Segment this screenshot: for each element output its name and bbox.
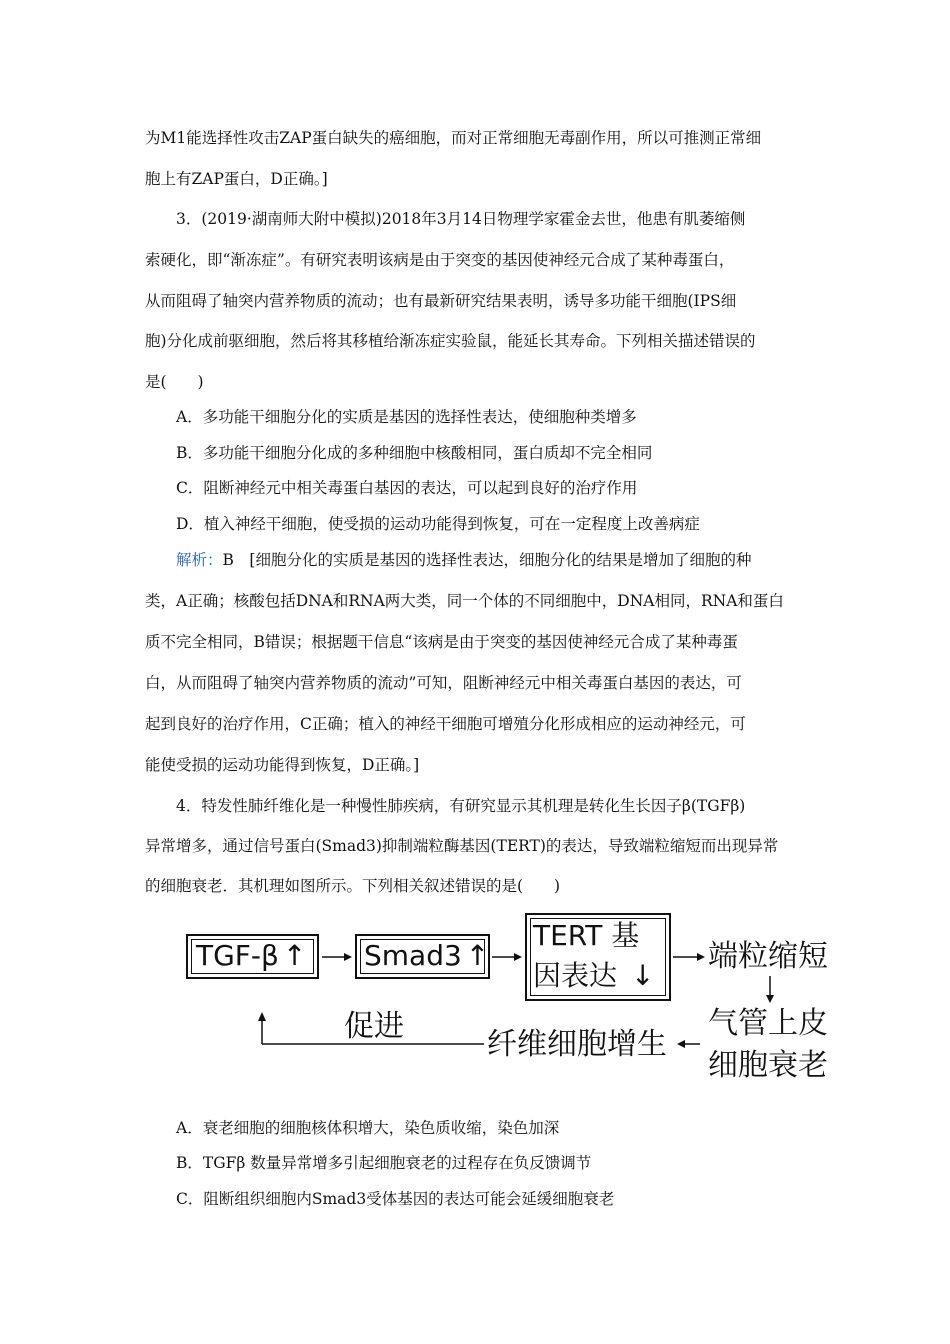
question-4-stem: 4．特发性肺纤维化是一种慢性肺疾病，有研究显示其机理是转化生长因子β(TGFβ) xyxy=(176,797,746,815)
question-3-stem: 3．(2019·湖南师大附中模拟)2018年3月14日物理学家霍金去世，他患有肌萎缩侧 xyxy=(176,210,746,228)
explanation-line: 质不完全相同，B错误；根据题干信息“该病是由于突变的基因使神经元合成了某种毒蛋 xyxy=(145,633,738,651)
tert-label-line2: 因表达 ↓ xyxy=(533,959,655,992)
smad3-label: Smad3 ↑ xyxy=(364,939,490,972)
explanation-line: 能使受损的运动功能得到恢复，D正确。] xyxy=(145,756,420,774)
option-c: C．阻断神经元中相关毒蛋白基因的表达，可以起到良好的治疗作用 xyxy=(176,479,638,497)
tgf-label: TGF-β ↑ xyxy=(196,939,307,972)
explanation-line: 起到良好的治疗作用，C正确；植入的神经干细胞可增殖分化形成相应的运动神经元，可 xyxy=(145,715,746,733)
text-line: 索硬化，即“渐冻症”。有研究表明该病是由于突变的基因使神经元合成了某种毒蛋白， xyxy=(145,251,735,269)
text-line: 胞)分化成前驱细胞，然后将其移植给渐冻症实验鼠，能延长其寿命。下列相关描述错误的 xyxy=(145,332,756,350)
option-b: B．TGFβ 数量异常增多引起细胞衰老的过程存在负反馈调节 xyxy=(176,1154,592,1172)
explanation-line: 类，A正确；核酸包括DNA和RNA两大类，同一个体的不同细胞中，DNA相同，RNA和蛋白 xyxy=(145,592,784,610)
option-d: D．植入神经干细胞，使受损的运动功能得到恢复，可在一定程度上改善病症 xyxy=(176,515,700,533)
telomere-shortening: 端粒缩短 xyxy=(708,939,828,974)
fibroblast-proliferation: 纤维细胞增生 xyxy=(487,1027,667,1062)
tert-label-line1: TERT 基 xyxy=(533,919,640,952)
down-arrow-icon: ↓ xyxy=(631,959,655,992)
text-line: 异常增多，通过信号蛋白(Smad3)抑制端粒酶基因(TERT)的表达，导致端粒缩短而出现异常 xyxy=(145,837,779,855)
cell-senescence-label: 细胞衰老 xyxy=(708,1048,828,1083)
promote-label: 促进 xyxy=(344,1009,404,1044)
text-line: 的细胞衰老．其机理如图所示。下列相关叙述错误的是( ) xyxy=(145,877,561,895)
option-c: C．阻断组织细胞内Smad3受体基因的表达可能会延缓细胞衰老 xyxy=(176,1190,615,1208)
text-line: 是( ) xyxy=(145,373,204,391)
option-b: B．多功能干细胞分化成的多种细胞中核酸相同，蛋白质却不完全相同 xyxy=(176,444,653,462)
text-line: 从而阻碍了轴突内营养物质的流动；也有最新研究结果表明，诱导多功能干细胞(IPS细 xyxy=(145,292,737,310)
option-a: A．衰老细胞的细胞核体积增大，染色质收缩，染色加深 xyxy=(176,1119,560,1137)
up-arrow-icon: ↑ xyxy=(465,939,490,972)
option-a: A．多功能干细胞分化的实质是基因的选择性表达，使细胞种类增多 xyxy=(176,408,637,426)
text-line: 胞上有ZAP蛋白，D正确。] xyxy=(145,170,328,188)
explanation-line: 白，从而阻碍了轴突内营养物质的流动”可知，阻断神经元中相关毒蛋白基因的表达，可 xyxy=(145,674,742,692)
airway-epithelium-label: 气管上皮 xyxy=(708,1006,828,1041)
text-line: 为M1能选择性攻击ZAP蛋白缺失的癌细胞，而对正常细胞无毒副作用，所以可推测正常细 xyxy=(145,129,762,147)
explanation-label: 解析： xyxy=(176,551,223,569)
explanation-text: B [细胞分化的实质是基因的选择性表达，细胞分化的结果是增加了细胞的种 xyxy=(222,551,752,569)
up-arrow-icon: ↑ xyxy=(282,939,307,972)
